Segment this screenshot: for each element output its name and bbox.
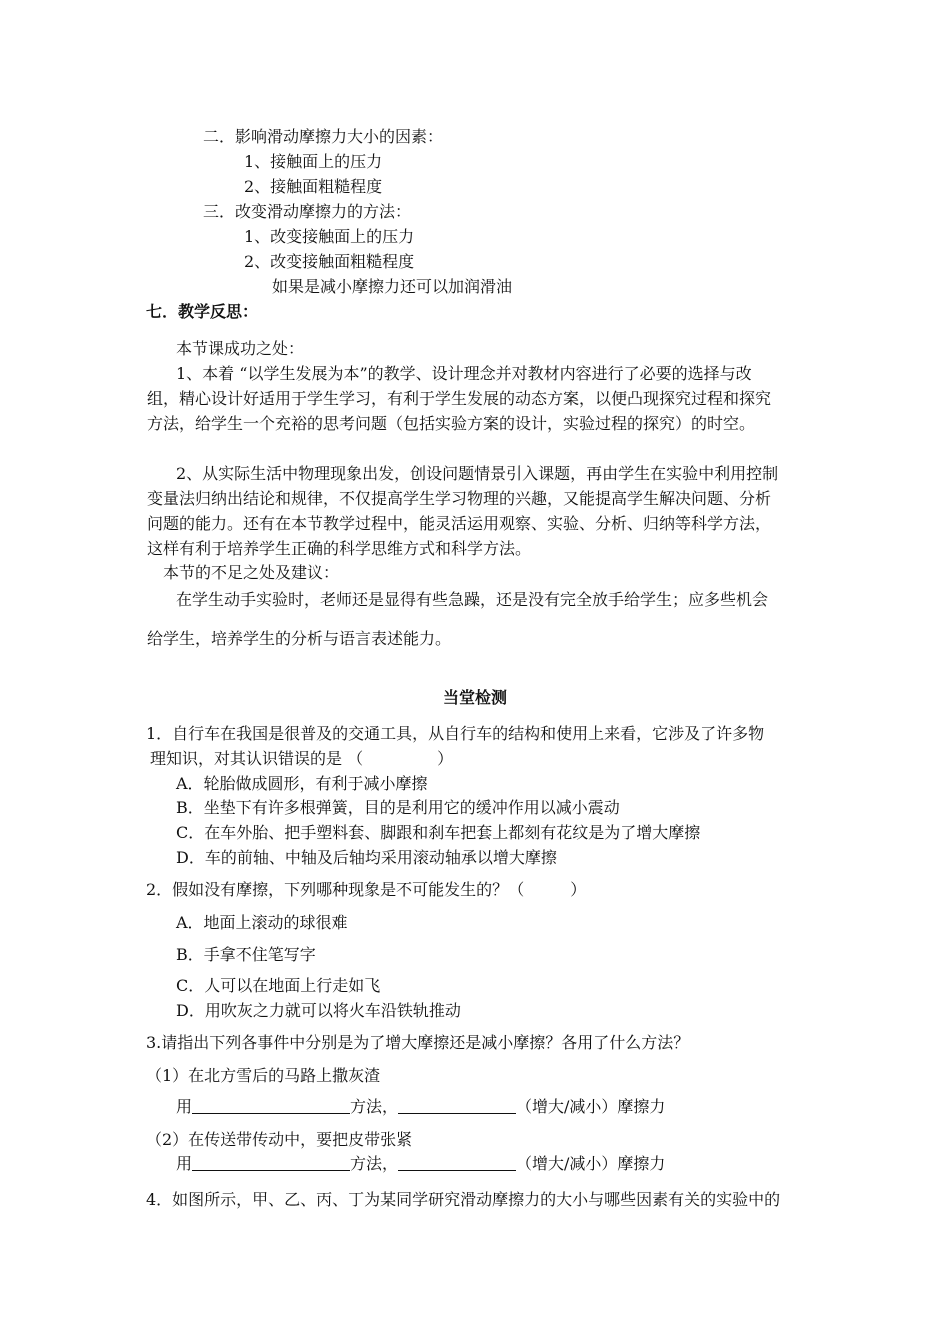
- summary-item-3-1: 1、改变接触面上的压力: [244, 227, 415, 246]
- q3-sub-2-fill: [176, 1154, 665, 1174]
- reflection-p1-line3: 方法，给学生一个充裕的思考问题（包括实验方案的设计，实验过程的探究）的时空。: [147, 414, 756, 433]
- q2-option-b: B．手拿不住笔写字: [176, 945, 316, 964]
- q1-stem-text: 理知识，对其认识错误的是: [150, 749, 348, 768]
- fill-suffix: （增大/减小）摩擦力: [516, 1097, 666, 1116]
- summary-item-3-2: 2、改变接触面粗糙程度: [244, 252, 415, 271]
- q1-option-a: A．轮胎做成圆形，有利于减小摩擦: [176, 774, 428, 793]
- reflection-p2-line1: 2、从实际生活中物理现象出发，创设问题情景引入课题，再由学生在实验中利用控制: [176, 464, 779, 483]
- q2-option-c: C．人可以在地面上行走如飞: [176, 976, 381, 995]
- q3-sub-1-fill: [176, 1097, 665, 1117]
- q3-sub-2: （2）在传送带传动中，要把皮带张紧: [146, 1130, 413, 1149]
- q3-1-method-blank[interactable]: [192, 1097, 350, 1114]
- q2-option-d: D．用吹灰之力就可以将火车沿铁轨推动: [176, 1001, 461, 1020]
- fill-mid: 方法，: [350, 1097, 399, 1116]
- q3-2-method-blank[interactable]: [192, 1154, 350, 1171]
- quiz-title: 当堂检测: [442, 688, 507, 707]
- q1-answer-paren: （ ）: [347, 749, 454, 768]
- fill-prefix: 用: [176, 1097, 193, 1116]
- q1-option-c: C．在车外胎、把手塑料套、脚跟和刹车把套上都刻有花纹是为了增大摩擦: [176, 823, 701, 842]
- q2-stem-text: 2．假如没有摩擦，下列哪种现象是不可能发生的？: [146, 880, 509, 899]
- reflection-shortcoming-label: 本节的不足之处及建议：: [163, 563, 340, 582]
- fill-mid: 方法，: [350, 1154, 399, 1173]
- q2-answer-paren: （ ）: [508, 880, 587, 899]
- q3-stem: 3.请指出下列各事件中分别是为了增大摩擦还是减小摩擦？各用了什么方法？: [146, 1033, 690, 1052]
- reflection-success-label: 本节课成功之处：: [176, 339, 305, 358]
- q1-option-b: B．坐垫下有许多根弹簧，目的是利用它的缓冲作用以减小震动: [176, 798, 620, 817]
- reflection-heading: 七．教学反思：: [146, 302, 259, 321]
- q3-sub-1: （1）在北方雪后的马路上撒灰渣: [146, 1066, 381, 1085]
- reflection-p2-line3: 问题的能力。还有在本节教学过程中，能灵活运用观察、实验、分析、归纳等科学方法，: [147, 514, 772, 533]
- q2-option-a: A．地面上滚动的球很难: [176, 913, 348, 932]
- reflection-p3-line2: 给学生，培养学生的分析与语言表述能力。: [147, 629, 452, 648]
- reflection-p2-line2: 变量法归纳出结论和规律，不仅提高学生学习物理的兴趣，又能提高学生解决问题、分析: [147, 489, 772, 508]
- summary-note: 如果是减小摩擦力还可以加润滑油: [272, 277, 513, 296]
- q1-stem-line1: 1．自行车在我国是很普及的交通工具，从自行车的结构和使用上来看，它涉及了许多物: [146, 724, 765, 743]
- summary-heading-3: 三．改变滑动摩擦力的方法：: [203, 202, 412, 221]
- q3-2-effect-blank[interactable]: [398, 1154, 516, 1171]
- q1-stem-line2: [150, 749, 453, 769]
- reflection-p1-line1: 1、本着 “以学生发展为本”的教学、设计理念并对教材内容进行了必要的选择与改: [176, 364, 752, 383]
- reflection-p2-line4: 这样有利于培养学生正确的科学思维方式和科学方法。: [147, 539, 532, 558]
- fill-suffix: （增大/减小）摩擦力: [516, 1154, 666, 1173]
- reflection-p1-line2: 组，精心设计好适用于学生学习，有利于学生发展的动态方案，以便凸现探究过程和探究: [147, 389, 772, 408]
- q1-option-d: D．车的前轴、中轴及后轴均采用滚动轴承以增大摩擦: [176, 848, 557, 867]
- summary-item-2-1: 1、接触面上的压力: [244, 152, 383, 171]
- q2-stem: [146, 880, 586, 900]
- summary-item-2-2: 2、接触面粗糙程度: [244, 177, 383, 196]
- summary-heading-2: 二．影响滑动摩擦力大小的因素：: [203, 127, 444, 146]
- fill-prefix: 用: [176, 1154, 193, 1173]
- q3-1-effect-blank[interactable]: [398, 1097, 516, 1114]
- q4-stem-line1: 4．如图所示，甲、乙、丙、丁为某同学研究滑动摩擦力的大小与哪些因素有关的实验中的: [146, 1190, 781, 1209]
- reflection-p3-line1: 在学生动手实验时，老师还是显得有些急躁，还是没有完全放手给学生；应多些机会: [176, 590, 769, 609]
